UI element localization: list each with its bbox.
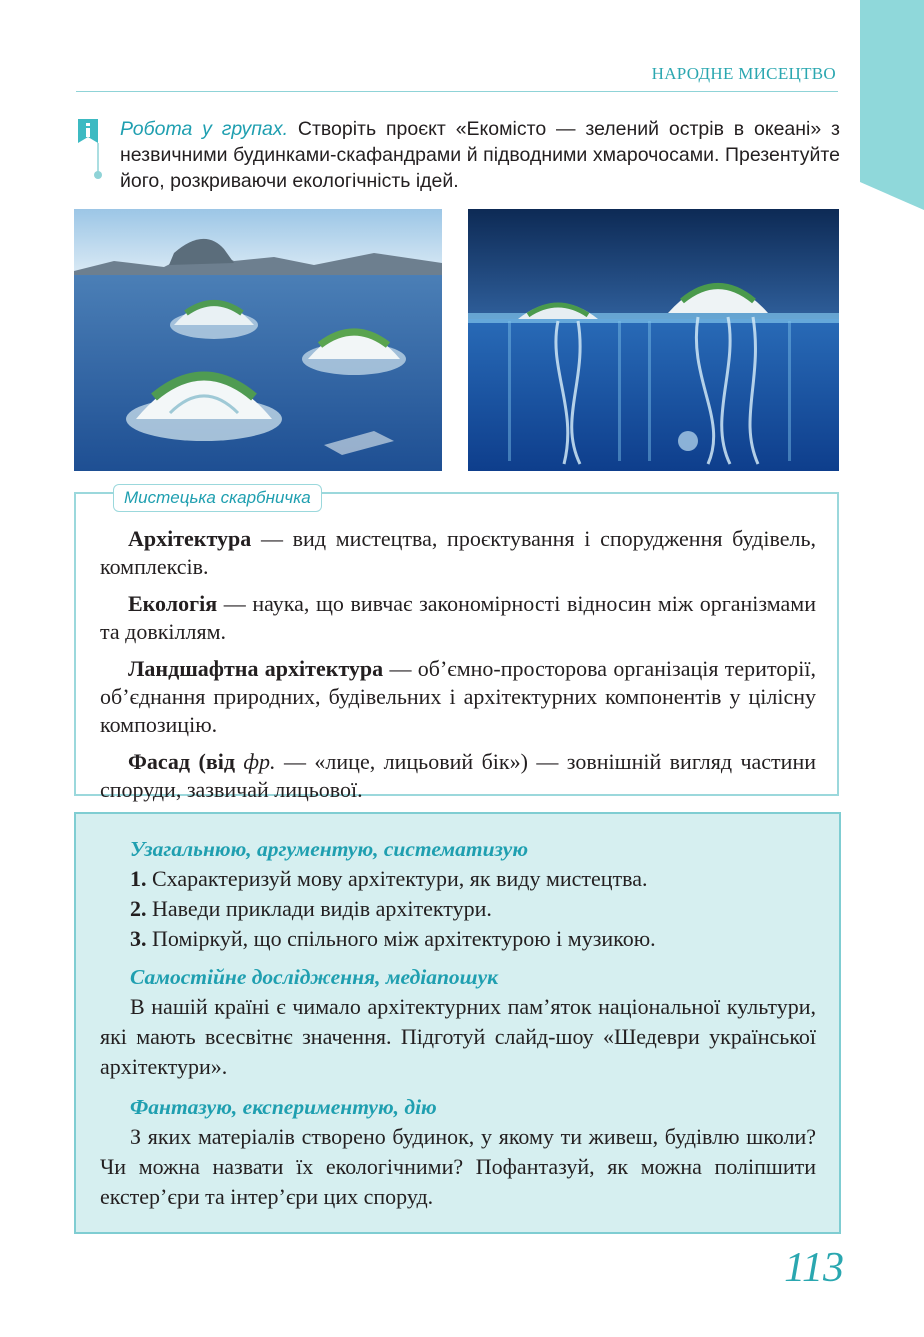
eco-islands-photo: [74, 209, 442, 471]
task-item: [100, 894, 816, 924]
task-text: Наведи приклади видів архітектури.: [146, 896, 492, 921]
glossary-definition: — «лице, лицьовий бік») — зовнішній вигляд частини споруди, зазвичай лицьової.: [100, 749, 816, 802]
glossary-facade-open: (від: [190, 749, 244, 774]
task-text: Схарактеризуй мову архітектури, як виду мистецтва.: [146, 866, 648, 891]
glossary-term: Архітектура: [128, 526, 252, 551]
glossary-term: Екологія: [128, 591, 218, 616]
task-number: 2.: [130, 896, 147, 921]
glossary-definition: — вид мистецтва, проєктування і спорудження будівель, комплексів.: [100, 526, 816, 579]
info-bookmark-icon: [76, 117, 102, 181]
group-task-text: [120, 116, 840, 194]
glossary-term: Фасад: [128, 749, 191, 774]
header-divider: [76, 91, 838, 92]
section-heading-generalize: Узагальнюю, аргументую, систематизую: [130, 837, 529, 861]
page-number: 113: [784, 1245, 844, 1291]
glossary-term: Ландшафтна архітектура: [128, 656, 384, 681]
underwater-towers-photo: [468, 209, 839, 471]
glossary-definition: — наука, що вивчає закономірності відносин між організмами та довкіллям.: [100, 591, 816, 644]
group-task-lead: Робота у групах.: [120, 118, 289, 140]
group-task-body: Створіть проєкт «Екомісто — зелений острів в океані» з незвичними будинками-скафандрами й підводними хмарочосами. Презентуйте його, розкриваючи екологічність ідей.: [120, 118, 840, 192]
glossary-facade-abbr: фр.: [243, 749, 276, 774]
task-number: 3.: [130, 926, 147, 951]
tasks-body: [100, 834, 816, 1222]
glossary-definition: — об’ємно-просторова організація території, об’єднання природних, будівельних і архітектурних компонентів у цілісну композицію.: [100, 656, 816, 737]
glossary-item: [100, 655, 816, 739]
glossary-item: [100, 525, 816, 581]
task-number: 1.: [130, 866, 147, 891]
research-text: В нашій країні є чимало архітектурних пам’яток національної культури, які мають всесвітнє значення. Підготуй слайд-шоу «Шедеври української архітектури».: [100, 994, 816, 1079]
section-heading-research: Самостійне дослідження, медіапошук: [130, 965, 499, 989]
glossary-item: [100, 748, 816, 804]
glossary-item: [100, 590, 816, 646]
task-text: Поміркуй, що спільного між архітектурою і музикою.: [146, 926, 656, 951]
task-item: [100, 864, 816, 894]
fantasy-text: З яких матеріалів створено будинок, у якому ти живеш, будівлю школи? Чи можна назвати їх екологічними? Пофантазуй, як можна поліпшити екстер’єри та інтер’єри цих споруд.: [100, 1124, 816, 1209]
section-heading-fantasy: Фантазую, експериментую, дію: [130, 1095, 437, 1119]
section-title: НАРОДНЕ МИСЕЦТВО: [651, 64, 836, 83]
glossary-body: [100, 525, 816, 813]
task-item: [100, 924, 816, 954]
corner-tab: [860, 0, 924, 210]
glossary-label: Мистецька скарбничка: [113, 484, 322, 512]
